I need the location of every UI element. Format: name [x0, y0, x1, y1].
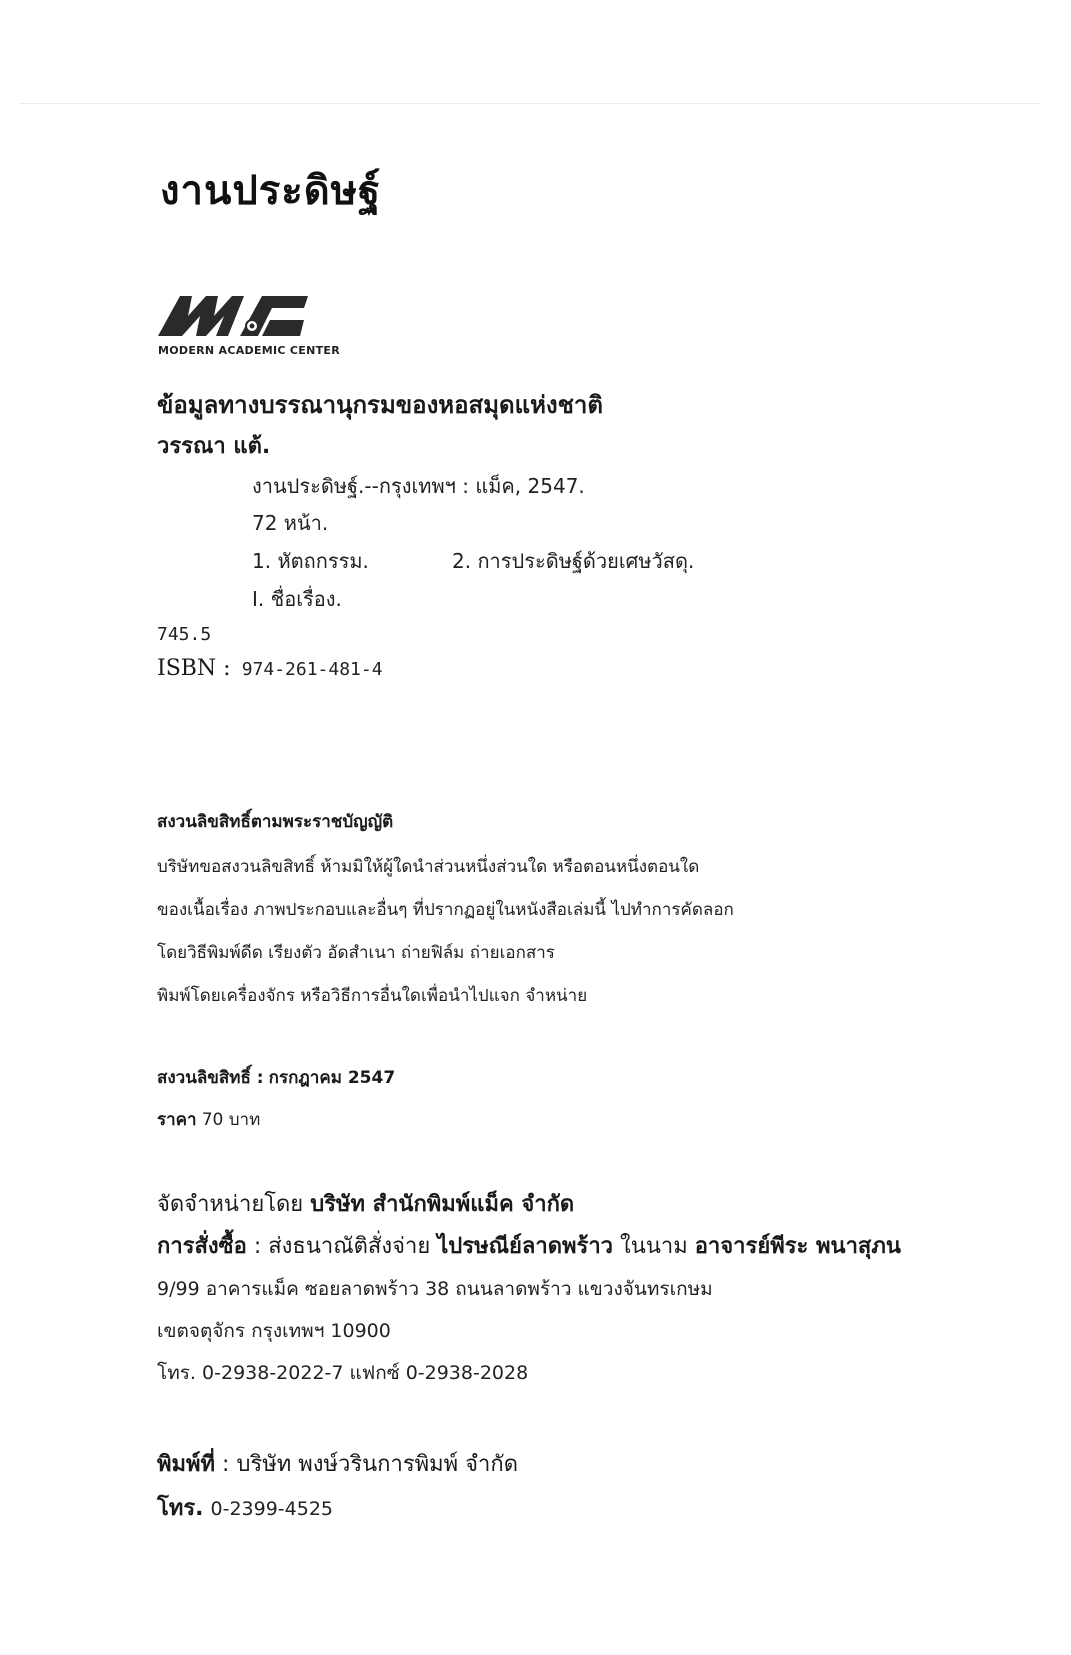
order-text: ส่งธนาณัติสั่งจ่าย: [268, 1234, 431, 1259]
price-label: ราคา: [157, 1110, 197, 1130]
catalog-heading: ข้อมูลทางบรรณานุกรมของหอสมุดแห่งชาติ: [157, 391, 603, 419]
mac-logo-icon: [158, 290, 308, 340]
isbn-row: [157, 656, 383, 681]
distributor-line: [157, 1186, 574, 1221]
logo-caption: MODERN ACADEMIC CENTER: [158, 344, 341, 357]
fax-label: แฟกซ์: [349, 1362, 400, 1384]
order-label: การสั่งซื้อ: [157, 1234, 247, 1259]
copyright-heading: สงวนลิขสิทธิ์ตามพระราชบัญญัติ: [157, 812, 394, 832]
printer-phone-line: [157, 1490, 333, 1525]
printer-line: [157, 1446, 518, 1481]
order-post-office: ไปรษณีย์ลาดพร้าว: [437, 1234, 614, 1259]
fax-number: 0-2938-2028: [405, 1362, 529, 1384]
copyright-notice-line: บริษัทขอสงวนลิขสิทธิ์ ห้ามมิให้ผู้ใดนำส่วนหนึ่งส่วนใด หรือตอนหนึ่งตอนใด: [157, 857, 700, 877]
copyright-date-value: กรกฎาคม 2547: [268, 1068, 396, 1088]
order-line: [157, 1228, 901, 1263]
order-in-name: ในนาม: [620, 1234, 688, 1259]
printer-name: บริษัท พงษ์วรินการพิมพ์ จำกัด: [236, 1452, 519, 1477]
call-number: 745.5: [157, 624, 212, 645]
copyright-notice-line: โดยวิธีพิมพ์ดีด เรียงตัว อัดสำเนา ถ่ายฟิล์ม ถ่ายเอกสาร: [157, 943, 555, 963]
contact-line: [157, 1358, 528, 1388]
printer-phone: 0-2399-4525: [210, 1498, 334, 1520]
phone-number: 0-2938-2022-7: [202, 1362, 344, 1384]
price: [157, 1106, 260, 1133]
price-value: 70 บาท: [201, 1110, 261, 1130]
catalog-author: วรรณา แต้.: [157, 434, 271, 459]
address-line: เขตจตุจักร กรุงเทพฯ 10900: [157, 1320, 391, 1342]
copyright-date-label: สงวนลิขสิทธิ์ :: [157, 1068, 264, 1088]
catalog-subject-1: 1. หัตถกรรม.: [252, 549, 369, 573]
catalog-pages: 72 หน้า.: [252, 511, 329, 535]
distributor-label: จัดจำหน่ายโดย: [157, 1192, 304, 1217]
catalog-title-entry: I. ชื่อเรื่อง.: [252, 587, 342, 611]
copyright-date: [157, 1064, 395, 1091]
copyright-notice-line: ของเนื้อเรื่อง ภาพประกอบและอื่นๆ ที่ปรากฏอยู่ในหนังสือเล่มนี้ ไปทำการคัดลอก: [157, 900, 734, 920]
catalog-title-line: งานประดิษฐ์.--กรุงเทพฯ : แม็ค, 2547.: [252, 474, 585, 498]
isbn-label: ISBN :: [157, 656, 231, 681]
order-payee: อาจารย์พีระ พนาสุภน: [694, 1234, 901, 1259]
printer-colon: :: [222, 1452, 230, 1477]
scan-edge-line: [20, 103, 1040, 104]
printer-phone-label: โทร.: [157, 1496, 204, 1521]
distributor-company: บริษัท สำนักพิมพ์แม็ค จำกัด: [310, 1192, 575, 1217]
address-line: 9/99 อาคารแม็ค ซอยลาดพร้าว 38 ถนนลาดพร้าว แขวงจันทรเกษม: [157, 1278, 713, 1300]
phone-label: โทร.: [157, 1362, 196, 1384]
copyright-notice-line: พิมพ์โดยเครื่องจักร หรือวิธีการอื่นใดเพื่อนำไปแจก จำหน่าย: [157, 986, 588, 1006]
isbn-value: 974-261-481-4: [241, 659, 383, 680]
order-colon: :: [253, 1234, 262, 1259]
book-title: งานประดิษฐ์: [160, 167, 382, 214]
printer-label: พิมพ์ที่: [157, 1452, 216, 1477]
publisher-logo: [158, 290, 341, 360]
catalog-subject-2: 2. การประดิษฐ์ด้วยเศษวัสดุ.: [452, 549, 695, 573]
